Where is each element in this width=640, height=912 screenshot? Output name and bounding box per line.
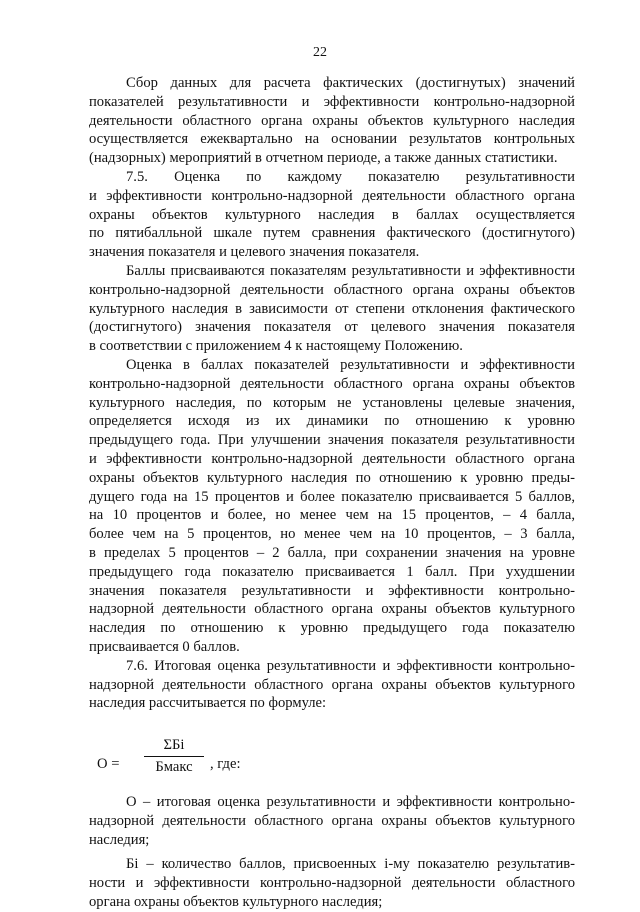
text-line: деятельности областного органа охраны объектов культурного наследия bbox=[89, 112, 575, 129]
text-line: в соответствии с приложением 4 к настоящему Положению. bbox=[89, 338, 463, 355]
text-line: культурного наследия, по которым не установлены целевые значения, bbox=[89, 394, 575, 411]
formula-numerator: ΣБi bbox=[144, 736, 204, 757]
text-line: органа охраны объектов культурного наследия; bbox=[89, 894, 383, 911]
text-line: контрольно-надзорной деятельности областного органа охраны объектов bbox=[89, 281, 575, 298]
text-line: контрольно-надзорной деятельности областного органа охраны объектов bbox=[89, 375, 575, 392]
text-line: О – итоговая оценка результативности и эффективности контрольно- bbox=[126, 794, 575, 811]
text-line: наследия; bbox=[89, 831, 150, 848]
paragraph-scoring bbox=[89, 262, 575, 356]
paragraph-data-collection bbox=[89, 74, 575, 168]
formula-denominator: Бмакс bbox=[155, 758, 193, 775]
text-line: предыдущего года показателю присваивается 1 балл. При ухудшении bbox=[89, 563, 575, 580]
text-line: предыдущего года. При улучшении значения показателя результативности bbox=[89, 432, 575, 449]
text-line: (достигнутого) значения показателя от целевого значения показателя bbox=[89, 319, 575, 336]
page-number: 22 bbox=[313, 45, 327, 60]
paragraph-no-targets bbox=[89, 356, 575, 657]
paragraph-section-7-5 bbox=[89, 168, 575, 262]
text-line: надзорной деятельности областного органа охраны объектов культурного bbox=[89, 676, 575, 693]
text-line: надзорной деятельности областного органа охраны объектов культурного bbox=[89, 601, 575, 618]
text-line: осуществляется ежеквартально на основании результатов контрольных bbox=[89, 131, 575, 148]
text-line: и эффективности контрольно-надзорной деятельности областного органа bbox=[89, 450, 575, 467]
formula-fraction bbox=[144, 736, 204, 777]
definition-bi bbox=[89, 855, 575, 911]
text-line: показателей результативности и эффективности контрольно-надзорной bbox=[89, 93, 575, 110]
text-line: 7.5. Оценка по каждому показателю результативности bbox=[126, 168, 575, 185]
text-line: на 10 процентов и более, но менее чем на 15 процентов, – 4 балла, bbox=[89, 507, 575, 524]
text-line: ности и эффективности контрольно-надзорной деятельности областного bbox=[89, 875, 575, 892]
paragraph-section-7-6 bbox=[89, 657, 575, 713]
text-line: охраны объектов культурного наследия в баллах осуществляется bbox=[89, 206, 575, 223]
text-line: присваивается 0 баллов. bbox=[89, 638, 240, 655]
text-line: значения показателя результативности и эффективности контрольно- bbox=[89, 582, 575, 599]
text-line: Сбор данных для расчета фактических (достигнутых) значений bbox=[126, 75, 575, 91]
formula bbox=[89, 727, 575, 789]
text-line: Оценка в баллах показателей результативности и эффективности bbox=[126, 356, 575, 373]
document-body bbox=[89, 74, 575, 912]
formula-suffix: , где: bbox=[210, 756, 241, 773]
text-line: по пятибалльной шкале путем сравнения фактического (достигнутого) bbox=[89, 225, 575, 242]
text-line: (надзорных) мероприятий в отчетном периоде, а также данных статистики. bbox=[89, 150, 558, 167]
formula-lhs: О = bbox=[97, 756, 120, 773]
text-line: более чем на 5 процентов, но менее чем на 10 процентов, – 3 балла, bbox=[89, 526, 575, 543]
text-line: определяется исходя из их динамики по отношению к уровню bbox=[89, 413, 575, 430]
text-line: дущего года на 15 процентов и более показателю присваивается 5 баллов, bbox=[89, 488, 575, 505]
text-line: наследия рассчитывается по формуле: bbox=[89, 695, 327, 712]
text-line: в пределах 5 процентов – 2 балла, при сохранении значения на уровне bbox=[89, 544, 575, 561]
definition-o bbox=[89, 793, 575, 849]
text-line: культурного наследия в зависимости от степени отклонения фактического bbox=[89, 300, 575, 317]
text-line: Баллы присваиваются показателям результативности и эффективности bbox=[126, 262, 575, 279]
text-line: значения показателя и целевого значения показателя. bbox=[89, 244, 420, 261]
text-line: охраны объектов культурного наследия по отношению к уровню преды- bbox=[89, 469, 575, 486]
text-line: наследия по отношению к уровню предыдущего года показателю bbox=[89, 620, 575, 637]
text-line: и эффективности контрольно-надзорной деятельности областного органа bbox=[89, 187, 575, 204]
text-line: надзорной деятельности областного органа охраны объектов культурного bbox=[89, 812, 575, 829]
text-line: 7.6. Итоговая оценка результативности и эффективности контрольно- bbox=[126, 657, 575, 674]
text-line: Бi – количество баллов, присвоенных i-му показателю результатив- bbox=[126, 856, 575, 873]
